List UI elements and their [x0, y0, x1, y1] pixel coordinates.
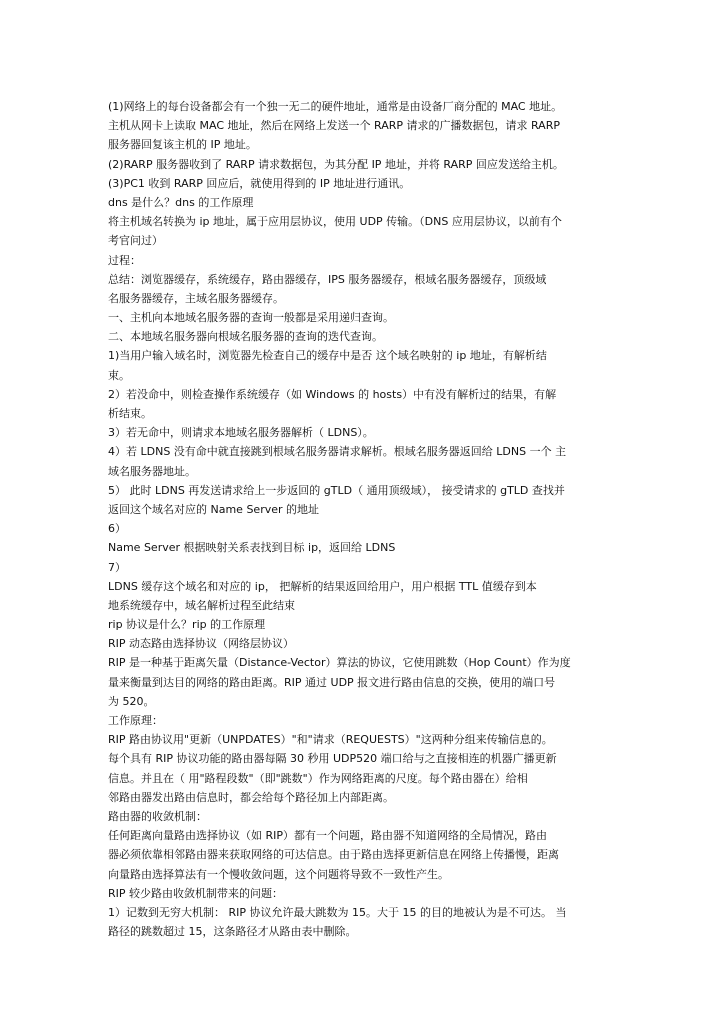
text-line: 为 520。: [108, 694, 155, 708]
text-line: 7）: [108, 560, 126, 574]
text-line: (2)RARP 服务器收到了 RARP 请求数据包，为其分配 IP 地址，并将 RARP 回应发送给主机。: [108, 157, 564, 171]
text-line: 主机从网卡上读取 MAC 地址，然后在网络上发送一个 RARP 请求的广播数据包，请求 RARP: [108, 119, 560, 133]
text-line: 路径的跳数超过 15，这条路径才从路由表中删除。: [108, 925, 357, 939]
text-line: 5） 此时 LDNS 再发送请求给上一步返回的 gTLD（ 通用顶级域）， 接受请求的 gTLD 查找并: [108, 483, 565, 497]
text-line: 一、主机向本地域名服务器的查询一般都是采用递归查询。: [108, 311, 394, 325]
text-line: 1）记数到无穷大机制： RIP 协议允许最大跳数为 15。大于 15 的目的地被认为是不可达。 当: [108, 905, 567, 919]
text-line: 量来衡量到达目的网络的路由距离。RIP 通过 UDP 报文进行路由信息的交换，使用的端口号: [108, 675, 556, 689]
text-line: 4）若 LDNS 没有命中就直接跳到根域名服务器请求解析。根域名服务器返回给 LDNS 一个 主: [108, 445, 567, 459]
text-line: RIP 动态路由选择协议（网络层协议）: [108, 637, 295, 651]
text-line: 工作原理：: [108, 714, 163, 727]
text-line: (3)PC1 收到 RARP 回应后，就使用得到的 IP 地址进行通讯。: [108, 176, 411, 190]
text-line: RIP 较少路由收敛机制带来的问题：: [108, 886, 284, 900]
text-line: 器必须依靠相邻路由器来获取网络的可达信息。由于路由选择更新信息在网络上传播慢，距离: [108, 848, 559, 862]
text-line: (1)网络上的每台设备都会有一个独一无二的硬件地址，通常是由设备厂商分配的 MAC 地址。: [108, 100, 563, 113]
text-line: 邻路由器发出路由信息时，都会给每个路径加上内部距离。: [108, 790, 394, 804]
text-line: 返回这个域名对应的 Name Server 的地址: [108, 502, 320, 516]
text-line: dns 是什么？dns 的工作原理: [108, 195, 254, 209]
text-line: 将主机域名转换为 ip 地址，属于应用层协议，使用 UDP 传输。（DNS 应用层协议，以前有个: [108, 215, 562, 229]
text-line: 总结：浏览器缓存，系统缓存，路由器缓存，IPS 服务器缓存，根域名服务器缓存，顶级域: [108, 272, 547, 286]
text-line: 路由器的收敛机制：: [108, 809, 207, 823]
text-line: 析结束。: [108, 407, 152, 420]
text-line: 信息。并且在（ 用"路程段数"（即"跳数"）作为网络距离的尺度。每个路由器在）给相: [108, 771, 528, 785]
text-line: 向量路由选择算法有一个慢收敛问题，这个问题将导致不一致性产生。: [108, 867, 449, 881]
text-line: 3）若无命中，则请求本地域名服务器解析（ LDNS）。: [108, 426, 374, 440]
text-line: 任何距离向量路由选择协议（如 RIP）都有一个问题，路由器不知道网络的全局情况，路由: [108, 829, 548, 843]
document-body: [108, 97, 610, 941]
text-line: RIP 是一种基于距离矢量（Distance-Vector）算法的协议，它使用跳数（Hop Count）作为度: [108, 656, 571, 670]
text-line: 二、本地域名服务器向根域名服务器的查询的迭代查询。: [108, 330, 383, 344]
text-line: 1)当用户输入域名时，浏览器先检查自己的缓存中是否 这个域名映射的 ip 地址，有解析结: [108, 349, 547, 363]
text-line: 地系统缓存中，域名解析过程至此结束: [108, 598, 295, 612]
text-line: rip 协议是什么？rip 的工作原理: [108, 618, 266, 632]
text-line: LDNS 缓存这个域名和对应的 ip， 把解析的结果返回给用户，用户根据 TTL 值缓存到本: [108, 579, 537, 593]
text-line: 2）若没命中，则检查操作系统缓存（如 Windows 的 hosts）中有没有解析过的结果，有解: [108, 387, 557, 401]
text-line: RIP 路由协议用"更新（UNPDATES）"和"请求（REQUESTS）"这两种分组来传输信息的。: [108, 733, 553, 747]
text-line: 6）: [108, 522, 126, 536]
text-line: 束。: [108, 368, 130, 382]
text-line: 每个具有 RIP 协议功能的路由器每隔 30 秒用 UDP520 端口给与之直接相连的机器广播更新: [108, 752, 557, 766]
text-line: Name Server 根据映射关系表找到目标 ip，返回给 LDNS: [108, 541, 396, 555]
text-line: 名服务器缓存，主域名服务器缓存。: [108, 291, 284, 305]
text-line: 考官问过）: [108, 234, 163, 248]
text-line: 服务器回复该主机的 IP 地址。: [108, 138, 257, 152]
text-line: 域名服务器地址。: [108, 464, 196, 478]
text-line: 过程：: [108, 253, 141, 267]
